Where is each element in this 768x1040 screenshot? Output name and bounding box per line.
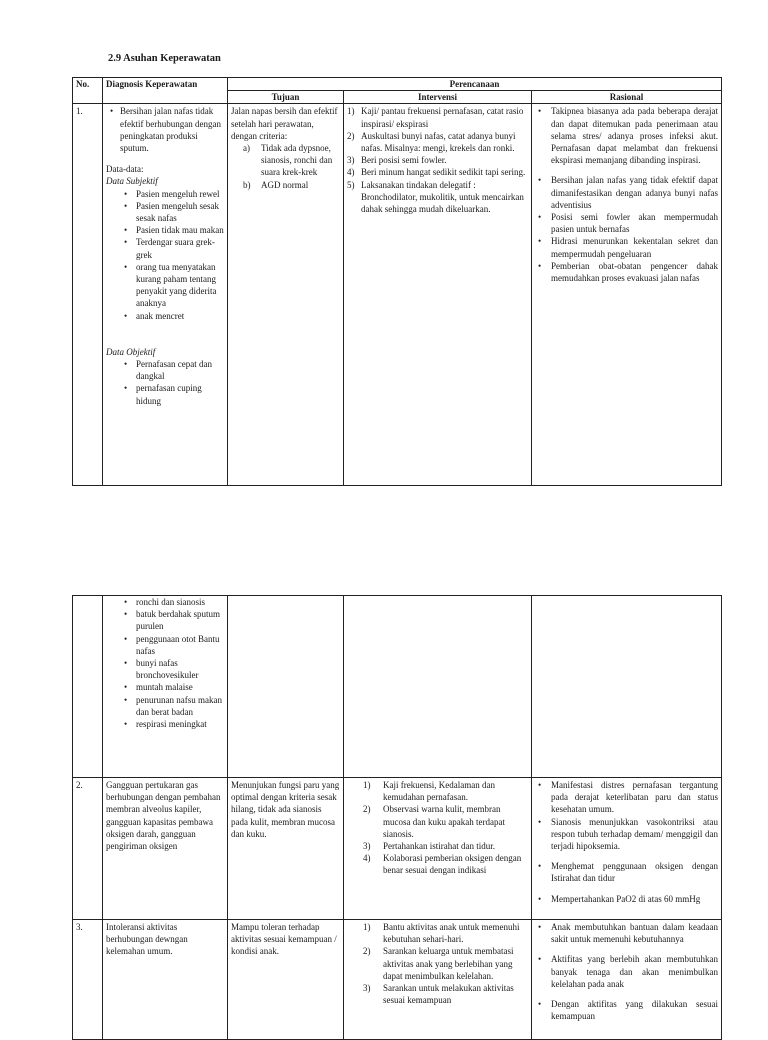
list-item: 2) Sarankan keluarga untuk membatasi aktivitas anak yang berlebihan yang dapat menimbulkan kelelahan. — [363, 946, 514, 981]
objektif-cont-list — [106, 596, 224, 730]
table-row — [73, 920, 722, 1040]
row3-tujuan: Mampu toleran terhadap aktivitas sesuai kemampuan / kondisi anak. — [228, 920, 344, 1040]
row1-intervensi-cell — [344, 104, 532, 486]
header-rasional: Rasional — [532, 91, 722, 104]
list-item: • bunyi nafas bronchovesikuler — [136, 657, 224, 681]
list-item: • penurunan nafsu makan dan berat badan — [136, 694, 224, 718]
list-item: • anak mencret — [136, 310, 224, 322]
header-tujuan: Tujuan — [228, 91, 344, 104]
list-item: • Aktifitas yang berlebih akan membutuhkan banyak tenaga dan akan menimbulkan kelelahan pada anak — [551, 953, 718, 990]
row1-diagnosis-cell — [103, 104, 228, 486]
list-item: 1) Kaji/ pantau frekuensi pernafasan, catat rasio inspirasi/ ekspirasi — [347, 106, 524, 129]
list-item: • Terdengar suara grek-grek — [136, 236, 224, 260]
list-item: 4) Kolaborasi pemberian oksigen dengan benar sesuai dengan indikasi — [363, 853, 522, 876]
objektif-list — [106, 358, 224, 407]
list-item: • Manifestasi distres pernafasan tergantung pada derajat keterlibatan paru dan status kesehatan umum. — [551, 779, 718, 816]
list-item: • Takipnea biasanya ada pada beberapa derajat dan dapat ditemukan pada penerimaan atau selama stres/ adanya proses infeksi akut. Pernafasan dapat melambat dan frekuensi ekspirasi memanjang dibanding inspirasi. — [551, 105, 718, 166]
row1-intervensi-list — [347, 105, 528, 215]
list-item: • Pasien tidak mau makan — [136, 224, 224, 236]
row3-intervensi-cell — [344, 920, 532, 1040]
list-item: • Posisi semi fowler akan mempermudah pasien untuk bernafas — [551, 211, 718, 235]
list-item: • Mempertahankan PaO2 di atas 60 mmHg — [551, 893, 718, 905]
row2-rasional-cell — [532, 778, 722, 920]
row1-objektif-cont-cell — [103, 596, 228, 778]
row1-tujuan-list — [231, 142, 340, 191]
table-row — [73, 104, 722, 486]
row3-rasional-list — [535, 921, 718, 1022]
list-item: • Menghemat penggunaan oksigen dengan Istirahat dan tidur — [551, 860, 718, 884]
row1-no: 1. — [73, 104, 103, 486]
care-plan-table-page1 — [72, 77, 722, 486]
list-item: • Pernafasan cepat dan dangkal — [136, 358, 224, 382]
list-item: 5) Laksanakan tindakan delegatif : Bronchodilator, mukolitik, untuk mencairkan dahak sehingga mudah dikeluarkan. — [347, 179, 524, 215]
row3-intervensi-list — [347, 921, 528, 1006]
list-item: • ronchi dan sianosis — [136, 596, 224, 608]
list-item: • Hidrasi menurunkan kekentalan sekret dan mempermudah pengeluaran — [551, 235, 718, 259]
data-label: Data-data: — [106, 164, 144, 175]
row2-no: 2. — [73, 778, 103, 920]
list-item: • Anak membutuhkan bantuan dalam keadaan sakit untuk memenuhi kebutuhannya — [551, 921, 718, 945]
row1-tujuan-intro: Jalan napas bersih dan efektif setelah hari perawatan, dengan criteria: — [231, 106, 338, 141]
table-row — [73, 596, 722, 778]
row1-rasional-cell — [532, 104, 722, 486]
header-perencanaan: Perencanaan — [228, 78, 722, 91]
subjektif-list — [106, 188, 224, 322]
list-item: • Pemberian obat-obatan pengencer dahak memudahkan proses evakuasi jalan nafas — [551, 260, 718, 284]
header-intervensi: Intervensi — [344, 91, 532, 104]
list-item: • Bersihan jalan nafas yang tidak efektif dapat dimanifestasikan dengan adanya bunyi nafas adventisius — [551, 174, 718, 211]
row1-rasional-list — [535, 105, 718, 284]
list-item: • Pasien mengeluh rewel — [136, 188, 224, 200]
list-item: 2) Observasi warna kulit, membran mucosa dan kuku apakah terdapat sianosis. — [363, 804, 505, 839]
list-item: a) Tidak ada dypsnoe, sianosis, ronchi dan suara krek-krek — [243, 143, 333, 178]
list-item: • Sianosis menunjukkan vasokontriksi atau respon tubuh terhadap demam/ menggigil dan terjadi hipoksemia. — [551, 816, 718, 853]
list-item: • muntah malaise — [136, 681, 224, 693]
row3-diagnosis: Intoleransi aktivitas berhubungan dewngan kelemahan umum. — [103, 920, 228, 1040]
table-row — [73, 778, 722, 920]
list-item: 3) Pertahankan istirahat dan tidur. — [363, 841, 495, 852]
objektif-label: Data Objektif — [106, 346, 156, 357]
header-row-top — [73, 78, 722, 91]
list-item: 2) Auskultasi bunyi nafas, catat adanya bunyi nafas. Misalnya: mengi, krekels dan ronki. — [347, 130, 516, 154]
header-no: No. — [73, 78, 103, 104]
list-item: • respirasi meningkat — [136, 718, 224, 730]
list-item: 1) Kaji frekuensi, Kedalaman dan kemudahan pernafasan. — [363, 780, 495, 803]
header-diagnosis: Diagnosis Keperawatan — [103, 78, 228, 104]
row3-rasional-cell — [532, 920, 722, 1040]
care-plan-table-page2 — [72, 595, 722, 1040]
row2-rasional-list — [535, 779, 718, 905]
row1-diagnosis: • Bersihan jalan nafas tidak efektif berhubungan dengan peningkatan produksi sputum. — [120, 105, 224, 154]
row1-tujuan-cell — [228, 104, 344, 486]
list-item: b) AGD normal — [243, 179, 309, 190]
list-item: • Pasien mengeluh sesak sesak nafas — [136, 200, 224, 224]
row3-no: 3. — [73, 920, 103, 1040]
list-item: 1) Bantu aktivitas anak untuk memenuhi kebutuhan sehari-hari. — [363, 922, 520, 945]
list-item: 3) Sarankan untuk melakukan aktivitas sesuai kemampuan — [363, 983, 514, 1006]
row2-intervensi-cell — [344, 778, 532, 920]
row1-diagnosis-list — [106, 105, 224, 154]
subjektif-label: Data Subjektif — [106, 176, 158, 187]
list-item: 4) Beri minum hangat sedikit sedikit tapi sering. — [347, 167, 526, 178]
list-item: • Dengan aktifitas yang dilakukan sesuai kemampuan — [551, 998, 718, 1022]
list-item: • penggunaan otot Bantu nafas — [136, 633, 224, 657]
list-item: 3) Beri posisi semi fowler. — [347, 155, 447, 166]
row2-diagnosis: Gangguan pertukaran gas berhubungan dengan pembahan membran alveolus kapiler, gangguan kapasitas pembawa oksigen darah, gangguan pengiriman oksigen — [103, 778, 228, 920]
section-title: 2.9 Asuhan Keperawatan — [108, 53, 221, 64]
row2-intervensi-list — [347, 779, 528, 877]
list-item: • orang tua menyatakan kurang paham tentang penyakit yang diderita anaknya — [136, 261, 224, 310]
row2-tujuan: Menunjukan fungsi paru yang optimal dengan kriteria sesak hilang, tidak ada sianosis pada kulit, membran mucosa dan kuku. — [228, 778, 344, 920]
list-item: • batuk berdahak sputum purulen — [136, 608, 224, 632]
list-item: • pernafasan cuping hidung — [136, 382, 224, 406]
